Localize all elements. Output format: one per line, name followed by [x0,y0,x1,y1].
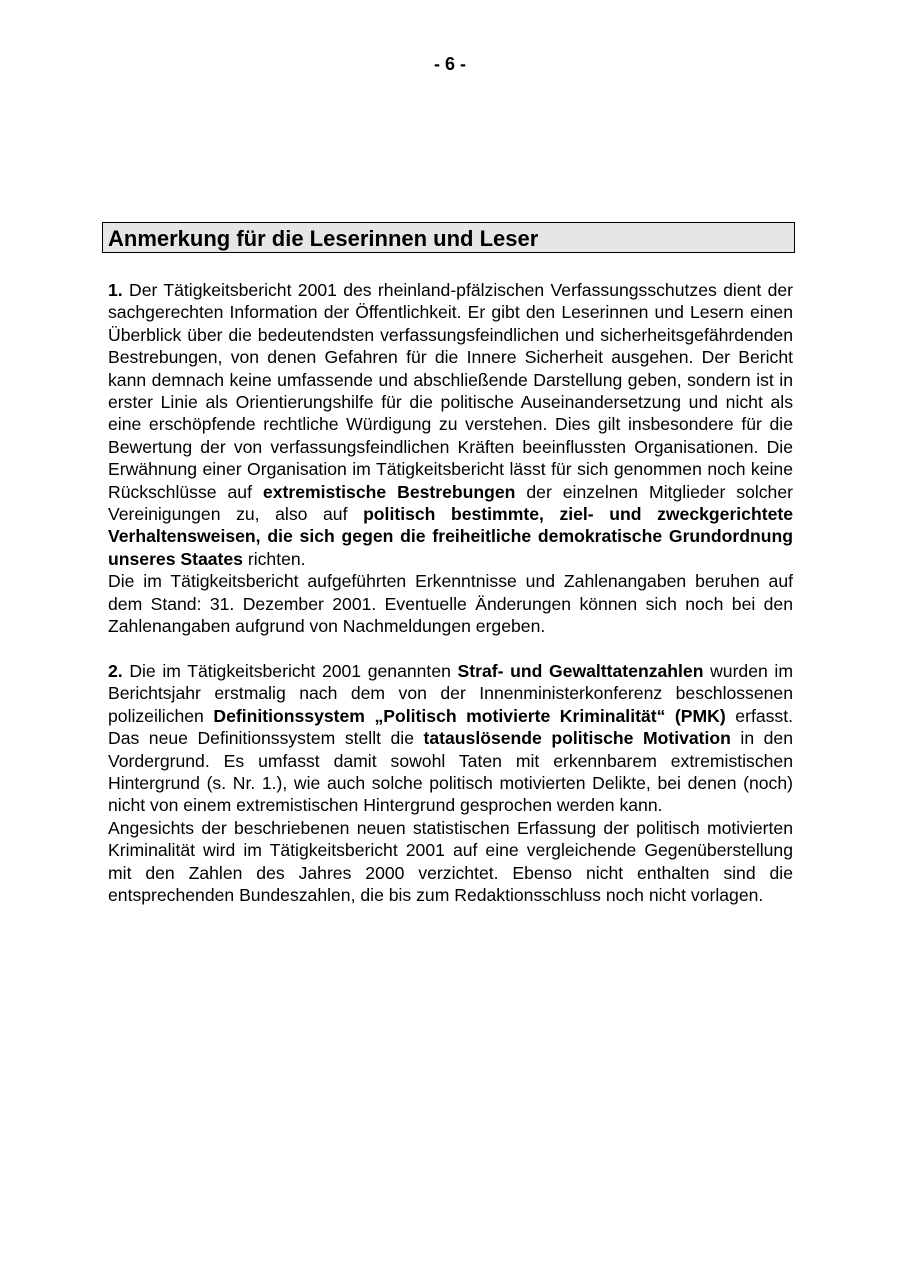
paragraph-1-number: 1. [108,280,123,300]
paragraph-2-bold-b: Definitionssystem „Politisch motivierte Kriminalität“ (PMK) [213,705,726,726]
section-heading [102,222,795,253]
paragraph-2-number: 2. [108,660,123,681]
paragraph-1-text-b: der einzelnen Mitglieder solcher Vereinigungen zu, also auf [108,481,793,525]
paragraph-spacer [108,638,793,660]
paragraph-2-text-d: in den Vordergrund. Es umfasst damit sowohl Taten mit erkennbarem extremistischen Hintergrund (s. Nr. 1.), wie auch solche politisch motivierten Delikte, bei denen (noch) nicht von einem extremistischen Hintergrund gesprochen werden kann. [108,728,793,816]
paragraph-1-text-a: Der Tätigkeitsbericht 2001 des rheinland-pfälzischen Verfassungsschutzes dient der sachgerechten Information der Öffentlichkeit. Er gibt den Leserinnen und Lesern einen Überblick über die bedeutendsten verfassungsfeindlichen und sicherheitsgefährdenden Bestrebungen, von denen Gefahren für die Innere Sicherheit ausgehen. Der Bericht kann demnach keine umfassende und abschließende Darstellung geben, sondern ist in erster Linie als Orientierungshilfe für die politische Auseinandersetzung und nicht als eine erschöpfende rechtliche Würdigung zu verstehen. Dies gilt insbesondere für die Bewertung der von verfassungsfeindlichen Kräften beeinflussten Organisationen. Die Erwähnung einer Organisation im Tätigkeitsbericht lässt für sich genommen noch keine Rückschlüsse auf [108,280,793,502]
paragraph-1 [108,279,793,570]
paragraph-2 [108,660,793,817]
paragraph-2-bold-a: Straf- und Gewalttatenzahlen [457,660,704,681]
paragraph-2-text-b: wurden im Berichtsjahr erstmalig nach dem von der Innenministerkonferenz beschlossenen polizeilichen [108,660,793,726]
paragraph-1-continuation: Die im Tätigkeitsbericht aufgeführten Erkenntnisse und Zahlenangaben beruhen auf dem Stand: 31. Dezember 2001. Eventuelle Änderungen können sich noch bei den Zahlenangaben aufgrund von Nachmeldungen ergeben. [108,571,793,637]
page-number: - 6 - [433,54,466,74]
body-text [108,279,793,906]
paragraph-2-text-c: erfasst. Das neue Definitionssystem stellt die [108,705,793,749]
paragraph-1-bold-a: extremistische Bestrebungen [262,481,516,502]
paragraph-2-bold-c: tatauslösende politische Motivation [423,728,731,749]
paragraph-2-text-a: Die im Tätigkeitsbericht 2001 genannten [122,660,458,681]
section-heading-title: Anmerkung für die Leserinnen und Leser [108,226,539,251]
paragraph-1-text-c: richten. [242,548,306,569]
paragraph-1-bold-b: politisch bestimmte, ziel- und zweckgerichtete Verhaltensweisen, die sich gegen die freiheitliche demokratische Grundordnung unseres Staates [108,504,793,569]
paragraph-2-continuation: Angesichts der beschriebenen neuen statistischen Erfassung der politisch motivierten Kriminalität wird im Tätigkeitsbericht 2001 auf eine vergleichende Gegenüberstellung mit den Zahlen des Jahres 2000 verzichtet. Ebenso nicht enthalten sind die entsprechenden Bundeszahlen, die bis zum Redaktionsschluss noch nicht vorlagen. [108,817,793,905]
